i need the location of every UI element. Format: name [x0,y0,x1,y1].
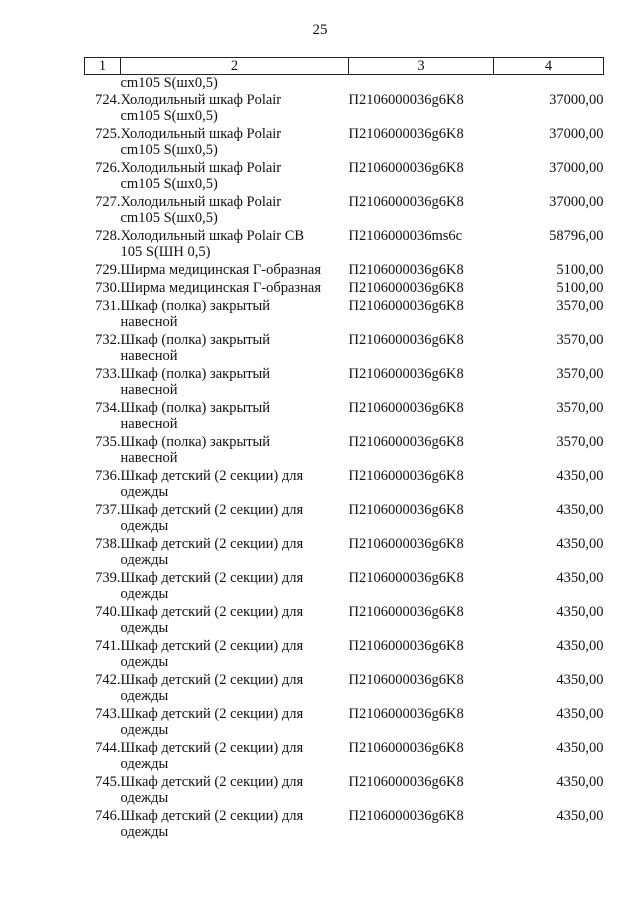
table-row [85,126,604,160]
row-number [85,536,121,570]
item-code [349,262,494,280]
continuation-text: cm105 S(шх0,5) [120,75,218,91]
item-code [349,638,494,672]
item-name [121,126,349,160]
table-row [85,280,604,298]
item-price [494,160,604,194]
table-row [85,92,604,126]
item-code-line: П2106000036g6K8 [348,400,464,416]
row-number-line: 725. [95,126,121,142]
item-name [121,706,349,740]
row-number-line: 734. [95,400,121,416]
table-row [85,808,604,842]
row-number [85,262,121,280]
item-price-line: 4350,00 [556,638,604,654]
row-number [85,570,121,604]
item-price-line: 3570,00 [556,332,604,348]
row-number-line: 740. [95,604,121,620]
item-price [494,536,604,570]
row-number [85,468,121,502]
item-name-line: Шкаф детский (2 секции) для [120,638,304,654]
row-number-line: 738. [95,536,121,552]
row-number-line: 744. [95,740,121,756]
table-row [85,228,604,262]
item-name-line-2: одежды [120,552,169,568]
table-row [85,262,604,280]
item-name-line-2: cm105 S(шх0,5) [120,108,218,124]
item-name [121,366,349,400]
item-code [349,280,494,298]
item-code-line: П2106000036ms6c [348,228,463,244]
row-number [85,604,121,638]
item-name-line: Шкаф детский (2 секции) для [120,808,304,824]
item-price [494,298,604,332]
item-name [121,604,349,638]
item-price-line: 4350,00 [556,604,604,620]
item-code [349,298,494,332]
item-code-line: П2106000036g6K8 [348,298,464,314]
item-code-line: П2106000036g6K8 [348,280,464,296]
item-price [494,502,604,536]
item-name-line: Холодильный шкаф Polair CB [120,228,305,244]
item-name-line-2: навесной [120,382,178,398]
item-price-line: 4350,00 [556,502,604,518]
item-code [349,502,494,536]
item-name-line-2: навесной [120,348,178,364]
item-name-line: Шкаф детский (2 секции) для [120,774,304,790]
item-price [494,434,604,468]
item-code [349,672,494,706]
table-row [85,570,604,604]
item-code-line: П2106000036g6K8 [348,262,464,278]
column-header-1: 1 [85,58,121,75]
row-number-line: 736. [95,468,121,484]
item-code-line: П2106000036g6K8 [348,740,464,756]
item-name-line-2: одежды [120,518,169,534]
row-number [85,160,121,194]
item-price [494,672,604,706]
item-name-line-2: одежды [120,824,169,840]
item-name-line-2: одежды [120,654,169,670]
item-name-line: Шкаф детский (2 секции) для [120,570,304,586]
table-row [85,366,604,400]
item-price [494,740,604,774]
item-name-line: Шкаф детский (2 секции) для [120,740,304,756]
table-row [85,672,604,706]
row-number-line: 728. [95,228,121,244]
row-number-line: 742. [95,672,121,688]
item-name-line: Шкаф детский (2 секции) для [120,604,304,620]
item-price-line: 3570,00 [556,298,604,314]
column-header-2: 2 [121,58,349,75]
item-name [121,774,349,808]
item-price [494,366,604,400]
item-code-line: П2106000036g6K8 [348,672,464,688]
table-row [85,740,604,774]
item-name-line: Холодильный шкаф Polair [120,92,282,108]
item-code-line: П2106000036g6K8 [348,570,464,586]
item-price-line: 4350,00 [556,740,604,756]
item-name-line: Шкаф (полка) закрытый [120,400,271,416]
item-name-line-2: одежды [120,756,169,772]
row-number-line: 737. [95,502,121,518]
item-price [494,774,604,808]
item-code [349,740,494,774]
item-price-line: 3570,00 [556,366,604,382]
table-row [85,160,604,194]
row-number-line: 726. [95,160,121,176]
column-header-4: 4 [494,58,604,75]
item-price-line: 4350,00 [556,774,604,790]
item-code-line: П2106000036g6K8 [348,160,464,176]
item-name [121,808,349,842]
item-name-line: Шкаф детский (2 секции) для [120,502,304,518]
row-number [85,672,121,706]
item-code-line: П2106000036g6K8 [348,434,464,450]
table-row [85,194,604,228]
row-number-line: 741. [95,638,121,654]
item-price [494,228,604,262]
item-name-line-2: одежды [120,620,169,636]
item-code [349,400,494,434]
item-price-line: 4350,00 [556,570,604,586]
row-number-line: 735. [95,434,121,450]
row-number-line: 731. [95,298,121,314]
row-number-line: 729. [95,262,121,278]
item-price [494,194,604,228]
item-code [349,228,494,262]
table-row [85,434,604,468]
item-code [349,808,494,842]
item-name [121,434,349,468]
item-code [349,332,494,366]
item-price-line: 4350,00 [556,672,604,688]
item-code [349,434,494,468]
row-number [85,332,121,366]
table-row [85,400,604,434]
item-name [121,160,349,194]
item-name-line: Шкаф (полка) закрытый [120,332,271,348]
item-price [494,332,604,366]
item-name [121,262,349,280]
item-price [494,280,604,298]
row-number [85,298,121,332]
item-name [121,298,349,332]
item-name-line-2: одежды [120,586,169,602]
item-code-line: П2106000036g6K8 [348,536,464,552]
row-number-line: 745. [95,774,121,790]
item-price [494,126,604,160]
item-price [494,262,604,280]
item-code [349,570,494,604]
table-row [85,638,604,672]
item-code [349,92,494,126]
item-name-line: Ширма медицинская Г-образная [120,262,322,278]
table-header-row [85,58,604,75]
item-name-line: Шкаф детский (2 секции) для [120,706,304,722]
item-name-line: Шкаф детский (2 секции) для [120,672,304,688]
table-row [85,604,604,638]
row-number [85,740,121,774]
item-name-line-2: навесной [120,450,178,466]
item-price [494,808,604,842]
item-price [494,92,604,126]
item-price [494,400,604,434]
item-code [349,160,494,194]
row-number-line: 732. [95,332,121,348]
item-code-line: П2106000036g6K8 [348,468,464,484]
item-price-line: 58796,00 [549,228,604,244]
item-name [121,228,349,262]
table-row [85,774,604,808]
inventory-table [84,57,604,842]
row-number [85,400,121,434]
item-name-line-2: навесной [120,416,178,432]
row-number [85,808,121,842]
item-price-line: 37000,00 [549,194,604,210]
table-row [85,502,604,536]
item-name-line-2: одежды [120,722,169,738]
row-number [85,92,121,126]
item-code [349,774,494,808]
item-name-line-2: 105 S(ШН 0,5) [120,244,211,260]
table-row [85,536,604,570]
item-code-line: П2106000036g6K8 [348,366,464,382]
item-price-line: 4350,00 [556,536,604,552]
item-price [494,604,604,638]
row-number-line: 746. [95,808,121,824]
item-name [121,740,349,774]
table-row [85,332,604,366]
item-price-line: 37000,00 [549,160,604,176]
row-number [85,366,121,400]
item-name [121,502,349,536]
row-number [85,774,121,808]
item-price-line: 5100,00 [556,262,604,278]
item-price-line: 3570,00 [556,400,604,416]
item-name-line-2: одежды [120,484,169,500]
item-name-line-2: cm105 S(шх0,5) [120,142,218,158]
row-number-line: 724. [95,92,121,108]
row-number-line: 733. [95,366,121,382]
table-row [85,468,604,502]
item-code-line: П2106000036g6K8 [348,808,464,824]
item-name [121,332,349,366]
item-name-line: Холодильный шкаф Polair [120,194,282,210]
item-name [121,570,349,604]
item-price-line: 4350,00 [556,706,604,722]
item-code [349,366,494,400]
item-price-line: 37000,00 [549,126,604,142]
item-code [349,706,494,740]
item-name [121,536,349,570]
item-name-line-2: одежды [120,688,169,704]
item-price [494,638,604,672]
row-number-line: 743. [95,706,121,722]
continuation-row [85,75,604,93]
table-row [85,706,604,740]
item-code-line: П2106000036g6K8 [348,502,464,518]
item-code [349,194,494,228]
item-code-line: П2106000036g6K8 [348,126,464,142]
item-name [121,400,349,434]
item-name-line: Холодильный шкаф Polair [120,160,282,176]
row-number [85,126,121,160]
item-price [494,570,604,604]
item-name-line-2: cm105 S(шх0,5) [120,176,218,192]
item-code-line: П2106000036g6K8 [348,706,464,722]
item-code-line: П2106000036g6K8 [348,92,464,108]
item-code-line: П2106000036g6K8 [348,604,464,620]
item-name [121,92,349,126]
item-code-line: П2106000036g6K8 [348,774,464,790]
item-name [121,280,349,298]
item-name [121,194,349,228]
table-row [85,298,604,332]
item-name [121,638,349,672]
item-name-line: Шкаф (полка) закрытый [120,298,271,314]
item-name-line: Шкаф детский (2 секции) для [120,468,304,484]
item-price-line: 3570,00 [556,434,604,450]
row-number [85,228,121,262]
row-number [85,502,121,536]
item-name [121,672,349,706]
item-name-line: Шкаф (полка) закрытый [120,434,271,450]
row-number-line: 727. [95,194,121,210]
item-price-line: 4350,00 [556,468,604,484]
item-code [349,604,494,638]
row-number [85,434,121,468]
item-name-line-2: навесной [120,314,178,330]
item-price-line: 37000,00 [549,92,604,108]
item-code-line: П2106000036g6K8 [348,194,464,210]
row-number-line: 730. [95,280,121,296]
item-code-line: П2106000036g6K8 [348,332,464,348]
item-name-line: Шкаф (полка) закрытый [120,366,271,382]
item-name-line: Ширма медицинская Г-образная [120,280,322,296]
item-name-line: Шкаф детский (2 секции) для [120,536,304,552]
item-name [121,468,349,502]
row-number [85,638,121,672]
column-header-3: 3 [349,58,494,75]
item-price [494,468,604,502]
row-number [85,706,121,740]
row-number [85,280,121,298]
item-code [349,468,494,502]
item-price-line: 4350,00 [556,808,604,824]
item-price [494,706,604,740]
row-number-line: 739. [95,570,121,586]
item-code-line: П2106000036g6K8 [348,638,464,654]
item-name-line: Холодильный шкаф Polair [120,126,282,142]
item-name-line-2: одежды [120,790,169,806]
page-number: 25 [312,22,328,38]
item-code [349,536,494,570]
item-name-line-2: cm105 S(шх0,5) [120,210,218,226]
row-number [85,194,121,228]
item-price-line: 5100,00 [556,280,604,296]
item-code [349,126,494,160]
